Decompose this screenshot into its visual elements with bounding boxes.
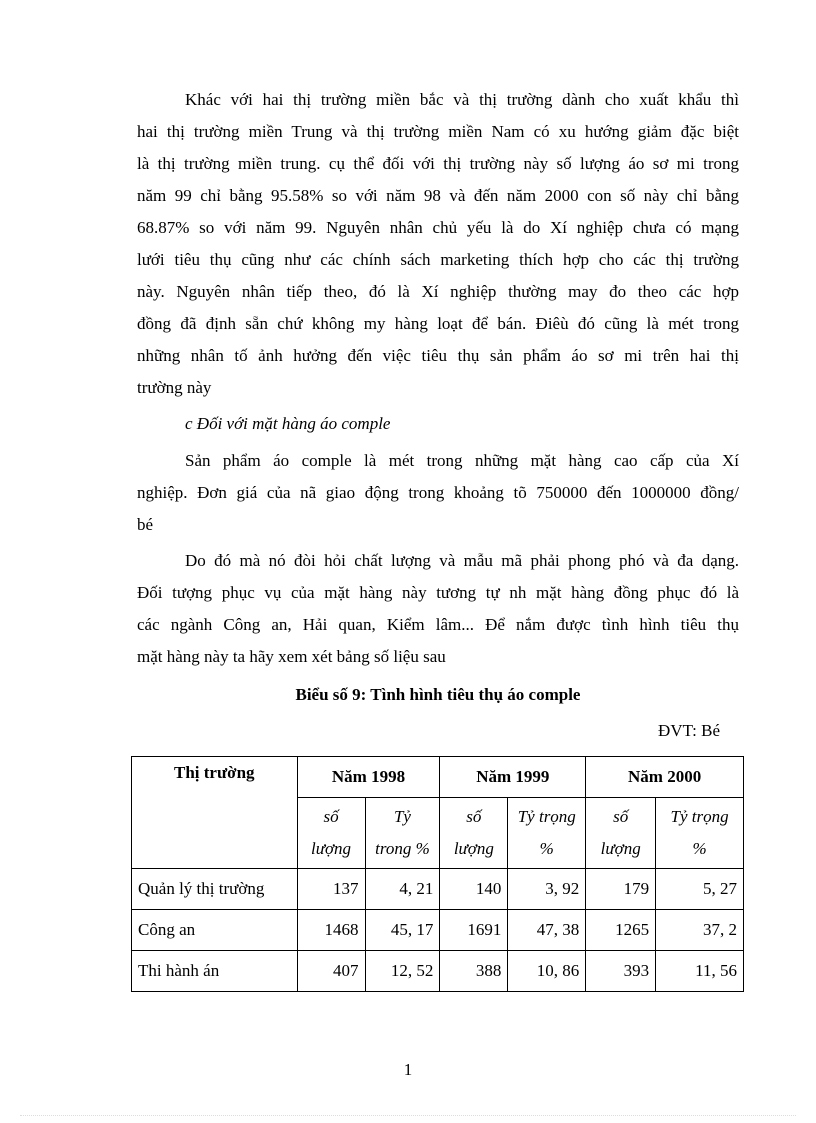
text-line: năm 99 chỉ bằng 95.58% so với năm 98 và đến năm 2000 con số này chỉ bằng <box>137 186 739 205</box>
cell-value: 407 <box>297 951 365 992</box>
text-line: là thị trường miền trung. cụ thể đối với thị trường này số lượng áo sơ mi trong <box>137 154 739 173</box>
text-line: Khác với hai thị trường miền bắc và thị trường dành cho xuất khẩu thì <box>185 90 739 109</box>
cell-value: 179 <box>586 869 656 910</box>
subheader-quantity: số lượng <box>440 798 508 869</box>
cell-value: 393 <box>586 951 656 992</box>
text-line: lưới tiêu thụ cũng như các chính sách marketing thích hợp cho các thị trường <box>137 250 739 269</box>
text-line: mặt hàng này ta hãy xem xét bảng số liệu sau <box>137 647 446 666</box>
cell-market: Thi hành án <box>132 951 298 992</box>
subheader-percent: Tỷ trọng % <box>656 798 744 869</box>
paragraph-comple-price <box>137 445 739 541</box>
cell-value: 1265 <box>586 910 656 951</box>
table-row <box>132 951 744 992</box>
cell-value: 1468 <box>297 910 365 951</box>
text-line: 68.87% so với năm 99. Nguyên nhân chủ yếu là do Xí nghiệp chưa có mạng <box>137 218 739 237</box>
header-market: Thị trường <box>132 757 298 869</box>
text-line: hai thị trường miền Trung và thị trường miền Nam có xu hướng giảm đặc biệt <box>137 122 739 141</box>
cell-value: 3, 92 <box>508 869 586 910</box>
page-number: 1 <box>403 1060 413 1079</box>
table-row <box>132 910 744 951</box>
cell-market: Quản lý thị trường <box>132 869 298 910</box>
cell-value: 140 <box>440 869 508 910</box>
cell-value: 45, 17 <box>365 910 440 951</box>
subheader-percent: Tỷ trong % <box>365 798 440 869</box>
section-heading-comple: c Đối với mặt hàng áo comple <box>185 414 391 433</box>
text-line: Đối tượng phục vụ của mặt hàng này tương tự nh mặt hàng đồng phục đó là <box>137 583 739 602</box>
cell-value: 1691 <box>440 910 508 951</box>
header-year-2000: Năm 2000 <box>586 757 744 798</box>
text-line: đồng đã định sẵn chứ không my hàng loạt để bán. Điêù đó cũng là mét trong <box>137 314 739 333</box>
paragraph-comple-quality <box>137 545 739 673</box>
cell-value: 5, 27 <box>656 869 744 910</box>
text-line: trường này <box>137 378 212 397</box>
text-line: Do đó mà nó đòi hỏi chất lượng và mẫu mã phải phong phó và đa dạng. <box>185 551 739 570</box>
cell-value: 37, 2 <box>656 910 744 951</box>
text-line: các ngành Công an, Hải quan, Kiểm lâm... Để nắm được tình hình tiêu thụ <box>137 615 739 634</box>
table-row <box>132 869 744 910</box>
text-line: Sản phẩm áo comple là mét trong những mặt hàng cao cấp của Xí <box>185 451 739 470</box>
cell-value: 10, 86 <box>508 951 586 992</box>
text-line: những nhân tố ảnh hưởng đến việc tiêu thụ sản phẩm áo sơ mi trên hai thị <box>137 346 739 365</box>
text-line: này. Nguyên nhân tiếp theo, đó là Xí nghiệp thường may đo theo các hợp <box>137 282 739 301</box>
sales-table <box>131 756 744 992</box>
subheader-percent: Tỷ trọng % <box>508 798 586 869</box>
subheader-quantity: số lượng <box>297 798 365 869</box>
subheader-quantity: số lượng <box>586 798 656 869</box>
cell-value: 4, 21 <box>365 869 440 910</box>
cell-value: 388 <box>440 951 508 992</box>
cell-value: 12, 52 <box>365 951 440 992</box>
text-line: bé <box>137 515 154 534</box>
text-line: nghiệp. Đơn giá của nã giao động trong khoảng tõ 750000 đến 1000000 đồng/ <box>137 483 739 502</box>
cell-market: Công an <box>132 910 298 951</box>
header-year-1998: Năm 1998 <box>297 757 440 798</box>
cell-value: 47, 38 <box>508 910 586 951</box>
table-caption: Biểu số 9: Tình hình tiêu thụ áo comple <box>295 685 581 704</box>
cell-value: 11, 56 <box>656 951 744 992</box>
footer-divider <box>20 1115 796 1116</box>
header-year-1999: Năm 1999 <box>440 757 586 798</box>
cell-value: 137 <box>297 869 365 910</box>
paragraph-market-trend <box>137 84 739 404</box>
table-unit: ĐVT: Bé <box>658 721 720 740</box>
